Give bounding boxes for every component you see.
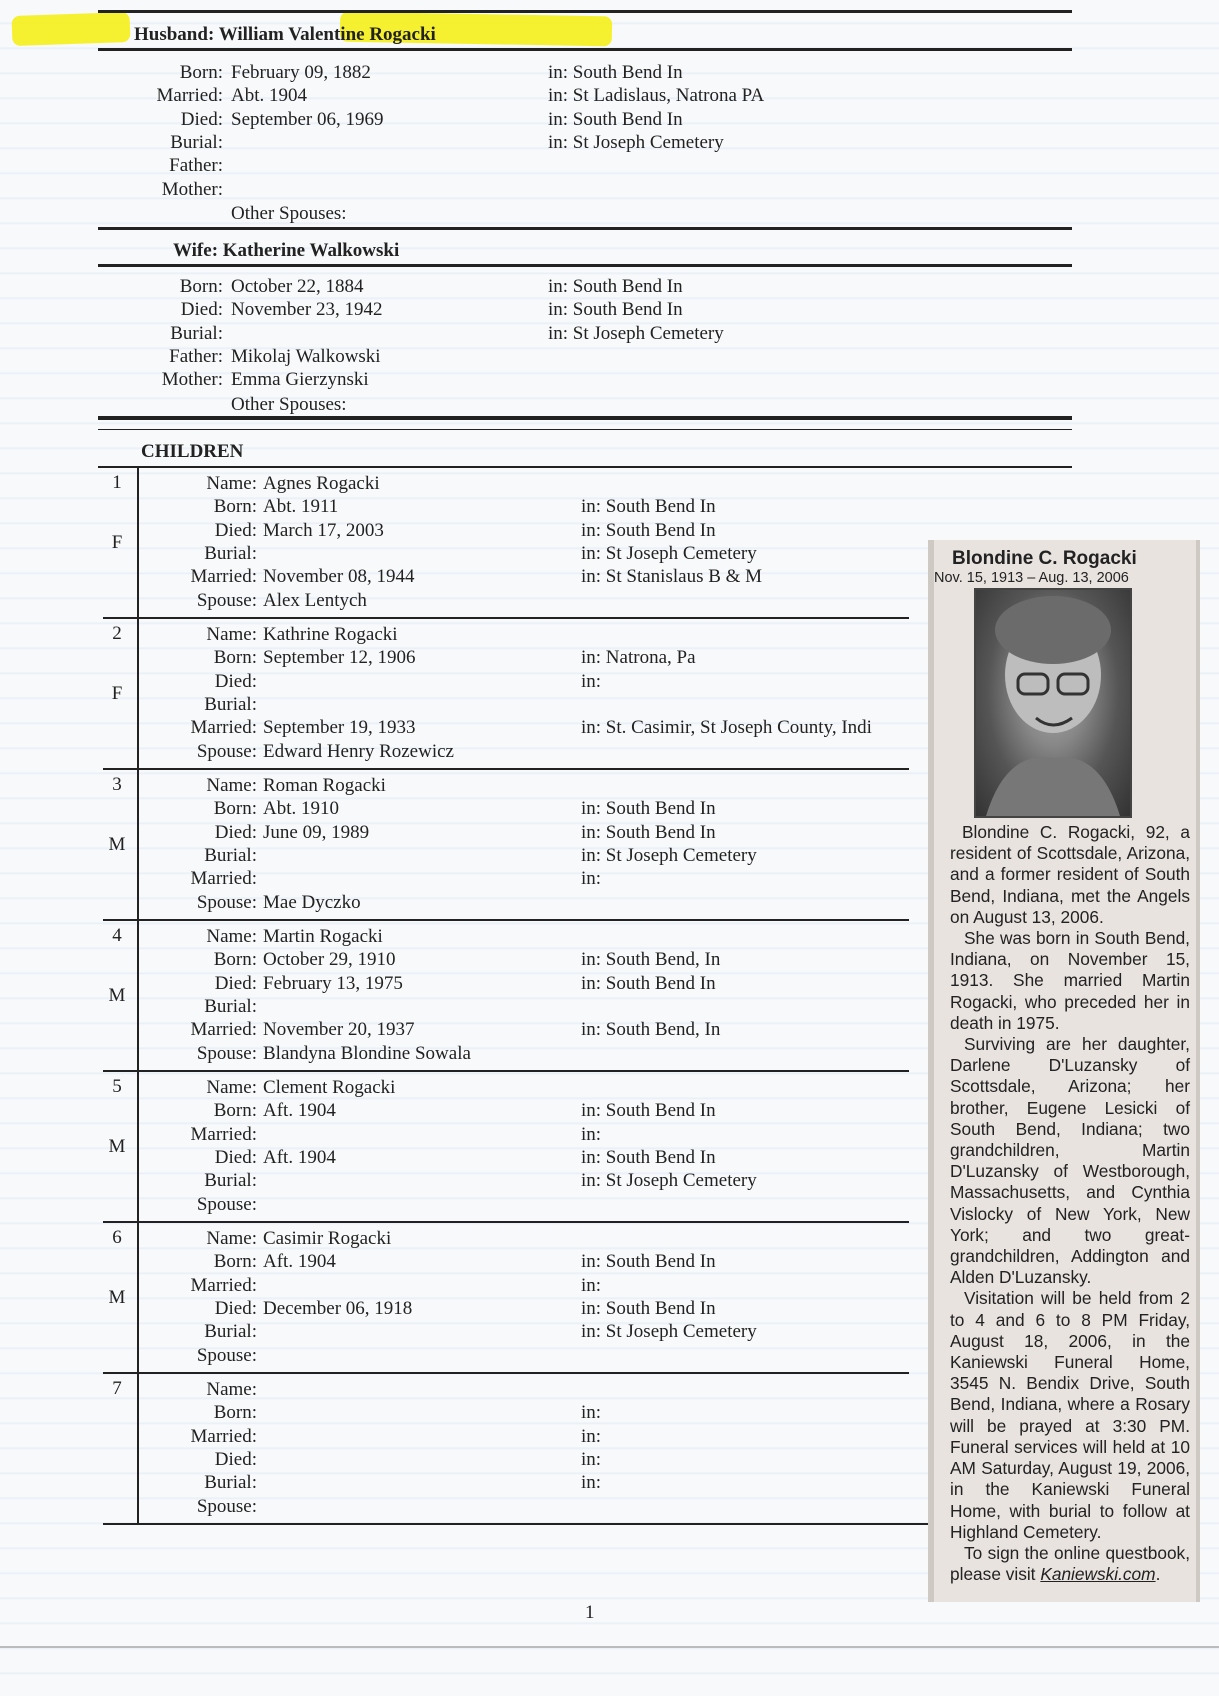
husband-row-place: in: South Bend In	[548, 108, 683, 130]
child-row-value: November 20, 1937	[263, 1019, 415, 1041]
child-row-label: Name:	[206, 1379, 257, 1400]
husband-rule	[98, 48, 1072, 51]
child-row-label: Married:	[190, 1019, 257, 1041]
obituary-dates: Nov. 15, 1913 – Aug. 13, 2006	[934, 570, 1129, 586]
child-row-place: in: South Bend, In	[581, 1019, 721, 1041]
children-header-rule	[98, 466, 1072, 468]
child-number: 5	[112, 1076, 122, 1097]
wife-header	[173, 240, 399, 262]
child-number: 2	[112, 623, 122, 644]
child-row-label: Married:	[190, 1123, 257, 1145]
child-row-label: Died:	[214, 821, 257, 843]
child-row-label: Burial:	[204, 693, 257, 715]
page-number: 1	[585, 1602, 595, 1623]
child-row-place: in:	[581, 868, 602, 890]
child-row-label: Spouse:	[196, 1042, 257, 1064]
top-rule	[98, 10, 1072, 13]
child-row-value: September 12, 1906	[263, 647, 416, 669]
wife-row-value: October 22, 1884	[231, 276, 364, 297]
child-row-label: Spouse:	[196, 1495, 257, 1517]
wife-row-label: Died:	[180, 299, 223, 321]
wife-top-rule	[98, 227, 1072, 230]
child-sex: F	[111, 532, 123, 553]
child-row-place: in:	[581, 1472, 602, 1494]
obituary-clipping	[928, 540, 1200, 1602]
obituary-paragraph: Surviving are her daughter, Darlene D'Luzansky of Scottsdale, Arizona; her brother, Eugene Lesicki of South Bend, Indiana; two grandchildren, Martin D'Luzansky of Westborough, Massachusetts, and Cynthia Vislocky of New York, New York; and two great-grandchildren, Addington and Alden D'Luzansky.	[950, 1034, 1190, 1288]
child-row-value: Abt. 1911	[263, 496, 339, 518]
child-row-label: Born:	[213, 1100, 257, 1122]
child-row-place: in:	[581, 1274, 602, 1296]
wife-row-value: Emma Gierzynski	[231, 369, 369, 391]
child-row-label: Name:	[206, 624, 257, 645]
child-row-label: Burial:	[204, 1170, 257, 1192]
child-number: 4	[112, 925, 122, 946]
wife-row-value: Mikolaj Walkowski	[231, 345, 381, 367]
child-separator-rule	[103, 1070, 909, 1072]
child-row-value: Edward Henry Rozewicz	[263, 740, 454, 762]
child-row-label: Died:	[214, 519, 257, 541]
child-row-place: in: St Stanislaus B & M	[581, 566, 763, 588]
wife-row-place: in: South Bend In	[548, 299, 683, 321]
child-row-value: Aft. 1904	[263, 1146, 336, 1168]
child-row-value: Alex Lentych	[263, 589, 367, 611]
child-row-place: in: South Bend In	[581, 798, 716, 820]
child-row-label: Name:	[206, 473, 257, 494]
child-row-value: February 13, 1975	[263, 972, 403, 994]
wife-other-spouses: Other Spouses:	[231, 394, 347, 415]
child-row-label: Died:	[214, 1146, 257, 1168]
obituary-link[interactable]: Kaniewski.com	[1040, 1564, 1156, 1585]
child-separator-rule	[103, 919, 909, 921]
wife-name: Katherine Walkowski	[222, 240, 400, 261]
wife-row-label: Father:	[169, 345, 223, 367]
child-row-value: Mae Dyczko	[263, 891, 361, 913]
child-sex: M	[108, 1287, 126, 1308]
husband-label: Husband:	[134, 24, 215, 45]
child-row-place: in: South Bend, In	[581, 949, 721, 971]
obituary-paragraph: She was born in South Bend, Indiana, on November 15, 1913. She married Martin Rogacki, who preceded her in death in 1975.	[950, 928, 1190, 1033]
child-row-label: Born:	[213, 647, 257, 669]
husband-row-value: Abt. 1904	[231, 85, 307, 107]
child-row-value: December 06, 1918	[263, 1297, 413, 1319]
child-row-label: Born:	[213, 949, 257, 971]
child-row-place: in:	[581, 1402, 602, 1424]
child-row-label: Married:	[190, 566, 257, 588]
children-top-rule-2	[98, 429, 1072, 430]
husband-row-label: Father:	[169, 155, 223, 177]
children-top-rule	[98, 416, 1072, 420]
child-sex: M	[108, 985, 126, 1006]
child-row-place: in: St Joseph Cemetery	[581, 542, 757, 564]
child-row-place: in: St Joseph Cemetery	[581, 1321, 757, 1343]
child-number: 1	[112, 472, 122, 493]
child-row-label: Name:	[206, 926, 257, 947]
child-row-value: Martin Rogacki	[263, 926, 383, 947]
obituary-body	[950, 822, 1190, 1585]
child-row-place: in: South Bend In	[581, 1251, 716, 1273]
wife-label: Wife:	[173, 240, 219, 261]
child-row-label: Burial:	[204, 1472, 257, 1494]
obituary-paragraph: Blondine C. Rogacki, 92, a resident of Scottsdale, Arizona, and a former resident of South Bend, Indiana, met the Angels on August 13, 2006.	[950, 822, 1190, 927]
husband-row-label: Born:	[179, 62, 223, 83]
child-row-label: Spouse:	[196, 1193, 257, 1215]
child-row-label: Married:	[190, 1425, 257, 1447]
child-row-label: Name:	[206, 1077, 257, 1098]
child-row-value: Agnes Rogacki	[263, 473, 380, 494]
child-row-label: Burial:	[204, 1321, 257, 1343]
child-row-label: Married:	[190, 868, 257, 890]
child-row-place: in:	[581, 1123, 602, 1145]
child-row-place: in: South Bend In	[581, 972, 716, 994]
child-row-value: November 08, 1944	[263, 566, 415, 588]
obituary-paragraph: Visitation will be held from 2 to 4 and 6 to 8 PM Friday, August 18, 2006, in the Kaniewski Funeral Home, 3545 N. Bendix Drive, South Bend, Indiana, where a Rosary will be prayed at 3:30 PM. Funeral services will held at 10 AM Saturday, August 19, 2006, in the Kaniewski Funeral Home, with burial to follow at Highland Cemetery.	[950, 1288, 1190, 1542]
child-separator-rule	[103, 1523, 929, 1525]
child-row-label: Died:	[214, 1297, 257, 1319]
husband-header	[134, 24, 436, 46]
child-sex: M	[108, 1136, 126, 1157]
husband-row-label: Died:	[180, 108, 223, 130]
child-row-label: Spouse:	[196, 740, 257, 762]
child-row-label: Died:	[214, 1448, 257, 1470]
child-row-label: Name:	[206, 775, 257, 796]
child-row-label: Married:	[190, 1274, 257, 1296]
husband-row-value: September 06, 1969	[231, 108, 384, 130]
child-row-label: Born:	[213, 1251, 257, 1273]
child-separator-rule	[103, 1372, 909, 1374]
child-row-label: Died:	[214, 670, 257, 692]
child-separator-rule	[103, 768, 909, 770]
husband-row-label: Married:	[156, 85, 223, 107]
obituary-title: Blondine C. Rogacki	[952, 548, 1137, 569]
husband-row-place: in: St Ladislaus, Natrona PA	[548, 85, 765, 107]
wife-rule	[98, 264, 1072, 267]
child-row-label: Burial:	[204, 542, 257, 564]
child-row-place: in: South Bend In	[581, 519, 716, 541]
child-row-value: Clement Rogacki	[263, 1077, 396, 1098]
child-row-label: Spouse:	[196, 1344, 257, 1366]
wife-row-place: in: South Bend In	[548, 276, 683, 297]
child-row-label: Born:	[213, 1402, 257, 1424]
child-row-place: in:	[581, 670, 602, 692]
child-row-place: in: St. Casimir, St Joseph County, Indi	[581, 717, 872, 739]
portrait-image	[976, 590, 1130, 816]
child-row-label: Married:	[190, 717, 257, 739]
child-sex: F	[111, 683, 123, 704]
child-row-label: Burial:	[204, 995, 257, 1017]
child-row-value: Casimir Rogacki	[263, 1228, 392, 1249]
child-row-place: in:	[581, 1448, 602, 1470]
child-row-value: Aft. 1904	[263, 1100, 336, 1122]
child-row-value: Blandyna Blondine Sowala	[263, 1042, 471, 1064]
child-row-label: Burial:	[204, 844, 257, 866]
child-row-value: October 29, 1910	[263, 949, 396, 971]
child-separator-rule	[103, 1221, 909, 1223]
husband-other-spouses: Other Spouses:	[231, 203, 347, 224]
child-sex: M	[108, 834, 126, 855]
child-row-place: in:	[581, 1425, 602, 1447]
child-row-value: Aft. 1904	[263, 1251, 336, 1273]
child-row-value: March 17, 2003	[263, 519, 384, 541]
obituary-paragraph-last	[950, 1543, 1190, 1585]
child-number: 7	[112, 1378, 122, 1399]
child-row-place: in: South Bend In	[581, 496, 716, 518]
wife-row-place: in: St Joseph Cemetery	[548, 322, 724, 344]
child-row-value: Roman Rogacki	[263, 775, 386, 796]
husband-name: William Valentine Rogacki	[218, 24, 436, 45]
portrait-photo	[974, 588, 1132, 818]
child-row-place: in: St Joseph Cemetery	[581, 1170, 757, 1192]
highlight-left	[12, 12, 131, 46]
husband-row-value: February 09, 1882	[231, 62, 371, 83]
child-row-label: Died:	[214, 972, 257, 994]
child-row-place: in: South Bend In	[581, 1100, 716, 1122]
obituary-paper	[934, 540, 1196, 1602]
children-left-rule	[137, 467, 139, 1525]
child-row-label: Name:	[206, 1228, 257, 1249]
child-row-label: Spouse:	[196, 589, 257, 611]
husband-row-label: Mother:	[161, 178, 223, 200]
children-title: CHILDREN	[141, 441, 244, 462]
child-separator-rule	[103, 617, 909, 619]
child-number: 3	[112, 774, 122, 795]
child-row-value: June 09, 1989	[263, 821, 370, 843]
husband-row-place: in: St Joseph Cemetery	[548, 131, 724, 153]
husband-row-label: Burial:	[170, 131, 223, 153]
child-row-place: in: St Joseph Cemetery	[581, 844, 757, 866]
child-row-label: Born:	[213, 496, 257, 518]
child-row-label: Spouse:	[196, 891, 257, 913]
child-number: 6	[112, 1227, 122, 1248]
scan-bottom-edge	[0, 1646, 1219, 1648]
obituary-questbook-text: To sign the online questbook, please visit	[950, 1542, 1190, 1585]
child-row-value: Kathrine Rogacki	[263, 624, 398, 645]
child-row-value: Abt. 1910	[263, 798, 339, 820]
child-row-place: in: South Bend In	[581, 1146, 716, 1168]
obituary-tail: .	[1155, 1564, 1161, 1585]
child-row-place: in: South Bend In	[581, 821, 716, 843]
wife-row-label: Born:	[179, 276, 223, 297]
wife-row-label: Burial:	[170, 322, 223, 344]
child-row-place: in: South Bend In	[581, 1297, 716, 1319]
child-row-value: September 19, 1933	[263, 717, 416, 739]
wife-row-label: Mother:	[161, 369, 223, 391]
wife-row-value: November 23, 1942	[231, 299, 383, 321]
husband-row-place: in: South Bend In	[548, 62, 683, 83]
child-row-place: in: Natrona, Pa	[581, 647, 696, 669]
child-row-label: Born:	[213, 798, 257, 820]
